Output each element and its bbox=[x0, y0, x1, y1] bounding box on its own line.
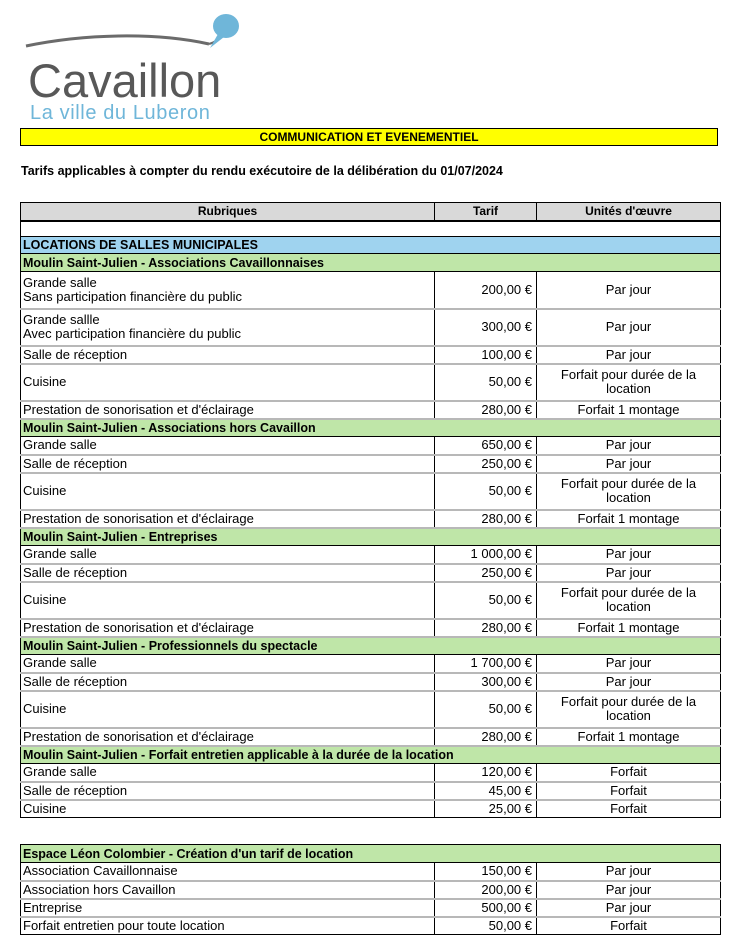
row-label: Grande salle bbox=[21, 437, 435, 455]
row-price: 1 000,00 € bbox=[435, 546, 537, 564]
row-label: Cuisine bbox=[21, 800, 435, 818]
tariff-subtitle: Tarifs applicables à compter du rendu exécutoire de la délibération du 01/07/2024 bbox=[21, 164, 503, 178]
table-row bbox=[21, 728, 721, 746]
row-price: 200,00 € bbox=[435, 272, 537, 309]
row-price: 650,00 € bbox=[435, 437, 537, 455]
table-row bbox=[21, 764, 721, 782]
group-header bbox=[21, 254, 721, 272]
section-header bbox=[21, 237, 721, 254]
row-price: 50,00 € bbox=[435, 917, 537, 935]
row-unit: Forfait bbox=[537, 800, 721, 818]
row-unit: Par jour bbox=[537, 272, 721, 309]
table-row bbox=[21, 917, 721, 935]
section-banner: COMMUNICATION ET EVENEMENTIEL bbox=[20, 128, 718, 146]
row-price: 280,00 € bbox=[435, 728, 537, 746]
table-row bbox=[21, 899, 721, 917]
row-label: Prestation de sonorisation et d'éclairage bbox=[21, 510, 435, 528]
table-row bbox=[21, 401, 721, 419]
row-label: Grande sallle Avec participation financière du public bbox=[21, 309, 435, 346]
tariff-table bbox=[20, 202, 721, 818]
column-header: Rubriques bbox=[21, 203, 435, 221]
row-unit: Par jour bbox=[537, 437, 721, 455]
table-spacer bbox=[21, 221, 721, 237]
table-row bbox=[21, 691, 721, 728]
table-row bbox=[21, 655, 721, 673]
group-title: Moulin Saint-Julien - Associations Cavaillonnaises bbox=[21, 254, 721, 272]
row-unit: Par jour bbox=[537, 455, 721, 473]
row-unit: Par jour bbox=[537, 673, 721, 691]
row-unit: Par jour bbox=[537, 346, 721, 364]
row-label: Grande salle bbox=[21, 764, 435, 782]
table-row bbox=[21, 546, 721, 564]
row-label: Salle de réception bbox=[21, 346, 435, 364]
row-label: Entreprise bbox=[21, 899, 435, 917]
row-unit: Forfait pour durée de la location bbox=[537, 582, 721, 619]
table-row bbox=[21, 272, 721, 309]
row-unit: Par jour bbox=[537, 881, 721, 899]
column-header: Unités d'œuvre bbox=[537, 203, 721, 221]
row-unit: Forfait pour durée de la location bbox=[537, 473, 721, 510]
table-row bbox=[21, 619, 721, 637]
group-header bbox=[21, 637, 721, 655]
table-row bbox=[21, 510, 721, 528]
group-header bbox=[21, 746, 721, 764]
row-unit: Forfait 1 montage bbox=[537, 728, 721, 746]
row-label: Salle de réception bbox=[21, 673, 435, 691]
row-price: 150,00 € bbox=[435, 863, 537, 881]
group-title: Moulin Saint-Julien - Associations hors Cavaillon bbox=[21, 419, 721, 437]
row-price: 280,00 € bbox=[435, 510, 537, 528]
row-price: 50,00 € bbox=[435, 582, 537, 619]
table-row bbox=[21, 782, 721, 800]
row-unit: Par jour bbox=[537, 655, 721, 673]
row-label: Salle de réception bbox=[21, 564, 435, 582]
row-label: Association Cavaillonnaise bbox=[21, 863, 435, 881]
group-title: Moulin Saint-Julien - Professionnels du spectacle bbox=[21, 637, 721, 655]
section-title: LOCATIONS DE SALLES MUNICIPALES bbox=[21, 237, 721, 254]
row-price: 280,00 € bbox=[435, 619, 537, 637]
row-price: 500,00 € bbox=[435, 899, 537, 917]
row-price: 200,00 € bbox=[435, 881, 537, 899]
row-price: 120,00 € bbox=[435, 764, 537, 782]
table-row bbox=[21, 800, 721, 818]
row-label: Cuisine bbox=[21, 364, 435, 401]
table-header bbox=[21, 203, 721, 221]
table-row bbox=[21, 364, 721, 401]
row-label: Salle de réception bbox=[21, 782, 435, 800]
table-row bbox=[21, 863, 721, 881]
row-label: Salle de réception bbox=[21, 455, 435, 473]
row-price: 280,00 € bbox=[435, 401, 537, 419]
table-row bbox=[21, 673, 721, 691]
table-row bbox=[21, 582, 721, 619]
cavaillon-logo bbox=[24, 12, 254, 122]
row-unit: Forfait pour durée de la location bbox=[537, 364, 721, 401]
row-unit: Forfait bbox=[537, 782, 721, 800]
table-row bbox=[21, 473, 721, 510]
row-price: 50,00 € bbox=[435, 473, 537, 510]
row-unit: Forfait bbox=[537, 764, 721, 782]
row-price: 1 700,00 € bbox=[435, 655, 537, 673]
row-label: Cuisine bbox=[21, 691, 435, 728]
row-unit: Par jour bbox=[537, 564, 721, 582]
row-price: 250,00 € bbox=[435, 455, 537, 473]
row-label: Grande salle bbox=[21, 546, 435, 564]
table-row bbox=[21, 881, 721, 899]
row-price: 50,00 € bbox=[435, 364, 537, 401]
group-header bbox=[21, 845, 721, 863]
row-unit: Forfait 1 montage bbox=[537, 510, 721, 528]
table-row bbox=[21, 437, 721, 455]
row-price: 250,00 € bbox=[435, 564, 537, 582]
row-label: Cuisine bbox=[21, 582, 435, 619]
column-header: Tarif bbox=[435, 203, 537, 221]
row-price: 100,00 € bbox=[435, 346, 537, 364]
row-label: Cuisine bbox=[21, 473, 435, 510]
logo-tagline: La ville du Luberon bbox=[30, 102, 211, 124]
row-unit: Forfait 1 montage bbox=[537, 401, 721, 419]
row-label: Prestation de sonorisation et d'éclairage bbox=[21, 728, 435, 746]
row-label: Prestation de sonorisation et d'éclairage bbox=[21, 401, 435, 419]
group-header bbox=[21, 419, 721, 437]
group-title: Espace Léon Colombier - Création d'un tarif de location bbox=[21, 845, 721, 863]
row-unit: Forfait 1 montage bbox=[537, 619, 721, 637]
group-title: Moulin Saint-Julien - Forfait entretien applicable à la durée de la location bbox=[21, 746, 721, 764]
colombier-tariff-table bbox=[20, 844, 721, 935]
row-label: Grande salle bbox=[21, 655, 435, 673]
row-price: 300,00 € bbox=[435, 673, 537, 691]
row-label: Forfait entretien pour toute location bbox=[21, 917, 435, 935]
row-unit: Forfait pour durée de la location bbox=[537, 691, 721, 728]
table-row bbox=[21, 455, 721, 473]
row-price: 300,00 € bbox=[435, 309, 537, 346]
group-title: Moulin Saint-Julien - Entreprises bbox=[21, 528, 721, 546]
row-unit: Par jour bbox=[537, 899, 721, 917]
table-row bbox=[21, 346, 721, 364]
row-unit: Par jour bbox=[537, 863, 721, 881]
row-price: 25,00 € bbox=[435, 800, 537, 818]
row-price: 45,00 € bbox=[435, 782, 537, 800]
logo-wordmark: Cavaillon bbox=[28, 54, 222, 107]
row-unit: Par jour bbox=[537, 546, 721, 564]
row-label: Grande salle Sans participation financière du public bbox=[21, 272, 435, 309]
row-label: Prestation de sonorisation et d'éclairage bbox=[21, 619, 435, 637]
row-label: Association hors Cavaillon bbox=[21, 881, 435, 899]
row-unit: Par jour bbox=[537, 309, 721, 346]
group-header bbox=[21, 528, 721, 546]
table-row bbox=[21, 564, 721, 582]
row-unit: Forfait bbox=[537, 917, 721, 935]
table-row bbox=[21, 309, 721, 346]
row-price: 50,00 € bbox=[435, 691, 537, 728]
